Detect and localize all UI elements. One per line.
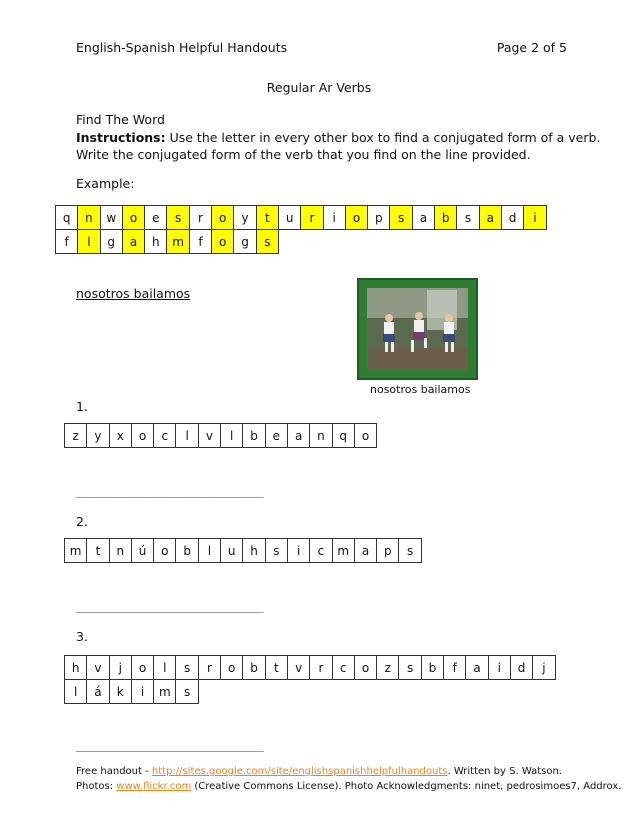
letter-cell: n [109,539,131,563]
empty-cell [479,230,501,254]
empty-cell [345,230,367,254]
letter-row [56,230,547,254]
letter-cell: w [100,206,122,230]
letter-cell: i [131,680,153,704]
letter-row [65,424,377,448]
instructions-line-2: Write the conjugated form of the verb that you find on the line provided. [76,147,531,162]
letter-cell: c [310,539,332,563]
empty-cell [435,230,457,254]
letter-cell: i [323,206,345,230]
letter-cell: t [256,206,278,230]
empty-cell [457,230,479,254]
letter-cell: z [377,656,399,680]
letter-row [65,680,556,704]
letter-cell: h [243,539,265,563]
empty-cell [368,230,390,254]
letter-cell: u [221,539,243,563]
page-header [76,40,567,55]
letter-cell: r [301,206,323,230]
letter-cell: t [87,539,109,563]
footer-line-1 [76,766,562,777]
letter-cell: f [189,230,211,254]
empty-cell [501,230,523,254]
letter-cell: t [265,656,287,680]
letter-cell: k [109,680,131,704]
footer-prefix-2: Photos: [76,781,117,792]
letter-row [56,206,547,230]
letter-cell: c [332,656,354,680]
letter-cell: s [457,206,479,230]
letter-cell: f [444,656,466,680]
answer-line-2[interactable]: ______________________________ [76,599,263,613]
footer-site-link[interactable]: http://sites.google.com/site/englishspanishhelpfulhandouts [151,766,448,777]
letter-cell: s [390,206,412,230]
letter-cell: a [354,539,376,563]
letter-cell: l [154,656,176,680]
empty-cell [524,230,546,254]
letter-cell: n [310,424,332,448]
letter-cell: a [412,206,434,230]
letter-cell: l [221,424,243,448]
letter-cell: h [145,230,167,254]
letter-cell: i [287,539,309,563]
letter-cell: z [65,424,87,448]
letter-cell: o [131,424,153,448]
empty-cell [198,680,220,704]
empty-cell [310,680,332,704]
example-answer: nosotros bailamos [76,286,191,301]
letter-cell: l [65,680,87,704]
empty-cell [444,680,466,704]
question-number-3: 3. [76,629,88,644]
letter-cell: i [488,656,510,680]
empty-cell [510,680,532,704]
question-number-1: 1. [76,399,88,414]
empty-cell [354,680,376,704]
letter-cell: m [332,539,354,563]
letter-cell: r [189,206,211,230]
empty-cell [399,680,421,704]
letter-cell: b [435,206,457,230]
empty-cell [332,680,354,704]
empty-cell [278,230,300,254]
empty-cell [287,680,309,704]
letter-cell: á [87,680,109,704]
answer-line-3[interactable]: ______________________________ [76,738,263,752]
letter-cell: s [265,539,287,563]
letter-cell: d [510,656,532,680]
letter-cell: o [345,206,367,230]
empty-cell [466,680,488,704]
letter-cell: h [65,656,87,680]
empty-cell [377,680,399,704]
footer-line-2 [76,781,621,792]
footer-suffix-2: (Creative Commons License). Photo Acknowledgments: ninet, pedrosimoes7, Addrox. [191,781,622,792]
empty-cell [488,680,510,704]
letter-cell: e [265,424,287,448]
letter-cell: s [176,656,198,680]
letter-cell: l [78,230,100,254]
example-label: Example: [76,176,135,191]
letter-cell: ú [131,539,153,563]
letter-cell: q [332,424,354,448]
question-2-grid [64,538,422,563]
instructions-line-1 [76,130,600,145]
photo-dancers [357,278,478,380]
letter-cell: m [65,539,87,563]
letter-cell: a [122,230,144,254]
instructions-label: Instructions: [76,130,166,145]
letter-cell: l [198,539,220,563]
letter-cell: u [278,206,300,230]
empty-cell [301,230,323,254]
letter-row [65,539,422,563]
question-3-grid [64,655,556,704]
empty-cell [533,680,555,704]
letter-row [65,656,556,680]
letter-cell: b [243,656,265,680]
letter-cell: v [287,656,309,680]
letter-cell: b [243,424,265,448]
letter-cell: x [109,424,131,448]
letter-cell: q [56,206,78,230]
letter-cell: s [399,656,421,680]
empty-cell [243,680,265,704]
letter-cell: b [421,656,443,680]
letter-cell: m [167,230,189,254]
answer-line-1[interactable]: ______________________________ [76,484,263,498]
letter-cell: p [377,539,399,563]
footer-prefix-1: Free handout - [76,766,152,777]
letter-cell: s [256,230,278,254]
letter-cell: s [399,539,421,563]
letter-cell: y [87,424,109,448]
letter-cell: v [87,656,109,680]
letter-cell: o [221,656,243,680]
letter-cell: s [167,206,189,230]
letter-cell: j [533,656,555,680]
letter-cell: r [310,656,332,680]
photo-image [367,288,468,370]
letter-cell: p [368,206,390,230]
letter-cell: l [176,424,198,448]
question-1-grid [64,423,377,448]
letter-cell: i [524,206,546,230]
letter-cell: v [198,424,220,448]
empty-cell [412,230,434,254]
letter-cell: o [354,656,376,680]
dancers-illustration [367,288,468,370]
letter-cell: f [56,230,78,254]
letter-cell: m [154,680,176,704]
letter-cell: j [109,656,131,680]
empty-cell [421,680,443,704]
letter-cell: e [145,206,167,230]
letter-cell: o [212,230,234,254]
letter-cell: c [154,424,176,448]
letter-cell: r [198,656,220,680]
letter-cell: o [354,424,376,448]
empty-cell [221,680,243,704]
letter-cell: b [176,539,198,563]
letter-cell: o [212,206,234,230]
example-letter-grid [55,205,547,254]
letter-cell: n [78,206,100,230]
letter-cell: d [501,206,523,230]
page-title: Regular Ar Verbs [266,80,372,95]
letter-cell: g [234,230,256,254]
empty-cell [323,230,345,254]
letter-cell: o [154,539,176,563]
header-left: English-Spanish Helpful Handouts [76,40,288,55]
question-number-2: 2. [76,514,88,529]
empty-cell [390,230,412,254]
empty-cell [265,680,287,704]
section-title: Find The Word [76,112,165,127]
footer-flickr-link[interactable]: www.flickr.com [116,781,192,792]
instructions-text: Use the letter in every other box to find a conjugated form of a verb. [169,130,601,145]
letter-cell: a [466,656,488,680]
photo-caption: nosotros bailamos [370,383,471,396]
letter-cell: s [176,680,198,704]
letter-cell: a [287,424,309,448]
letter-cell: g [100,230,122,254]
letter-cell: a [479,206,501,230]
footer-suffix-1: . Written by S. Watson. [447,766,562,777]
page-number: Page 2 of 5 [496,40,567,55]
letter-cell: o [131,656,153,680]
letter-cell: o [122,206,144,230]
letter-cell: y [234,206,256,230]
